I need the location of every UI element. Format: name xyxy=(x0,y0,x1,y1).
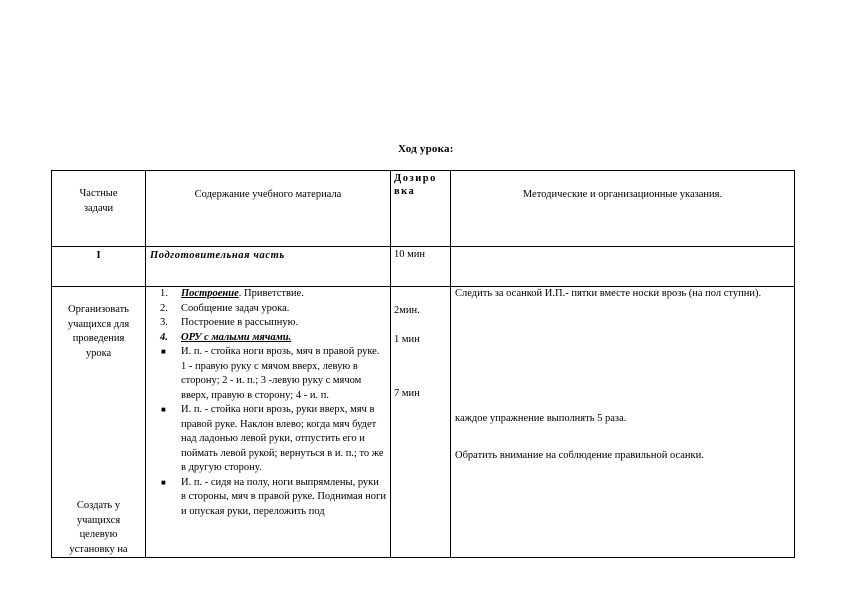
content-cell xyxy=(146,287,391,558)
header-tasks: Частные задачи xyxy=(52,171,146,247)
bullet-icon: ■ xyxy=(161,405,166,414)
section-notes xyxy=(451,247,795,287)
dose-cell: 2мин. 1 мин 7 мин xyxy=(391,287,451,558)
list-item: 1. Построение. Приветствие. xyxy=(160,288,304,299)
exercise-item: ■ И. п. - сидя на полу, ноги выпрямлены, руки в стороны, мяч в правой руке. Поднимая ноги и опуская руки, переложить под xyxy=(161,476,386,517)
list-item: 2. Сообщение задач урока. xyxy=(160,302,290,314)
list-item: 4. ОРУ с малыми мячами. xyxy=(160,331,292,343)
header-dose: Дозиро вка xyxy=(391,171,451,247)
section-number: I xyxy=(52,247,146,287)
header-content: Содержание учебного материала xyxy=(146,171,391,247)
table-header-row xyxy=(52,171,795,247)
list-item: 3. Построение в рассыпную. xyxy=(160,317,299,328)
bullet-icon: ■ xyxy=(161,477,166,487)
notes-cell: Следить за осанкой И.П.- пятки вместе носки врозь (на пол ступни). каждое упражнение выполнять 5 раза. Обратить внимание на соблюдение правильной осанки. xyxy=(451,287,795,558)
lesson-plan-table xyxy=(51,170,795,558)
tasks-cell: Организовать учащихся для проведения урока Создать у учащихся целевую установку на xyxy=(52,287,146,558)
section-dose: 10 мин xyxy=(391,247,451,287)
bullet-icon: ■ xyxy=(161,347,166,356)
section-row xyxy=(52,247,795,287)
page-title: Ход урока: xyxy=(398,143,454,155)
header-notes: Методические и организационные указания. xyxy=(451,171,795,247)
section-title: Подготовительная часть xyxy=(146,247,391,287)
exercise-item: ■ И. п. - стойка ноги врозь, мяч в правой руке. 1 - правую руку с мячом вверх, левую в сторону; 2 - и. п.; 3 -левую руку с мячом вверх, правую в сторону; 4 - и. п. xyxy=(161,346,380,401)
content-row xyxy=(52,287,795,558)
exercise-item: ■ И. п. - стойка ноги врозь, руки вверх, мяч в правой руке. Наклон влево; когда мяч будет над ладонью левой руки, отпустить его и поймать левой рукой; вернуться в и. п.; то же в другую сторону. xyxy=(161,404,384,473)
